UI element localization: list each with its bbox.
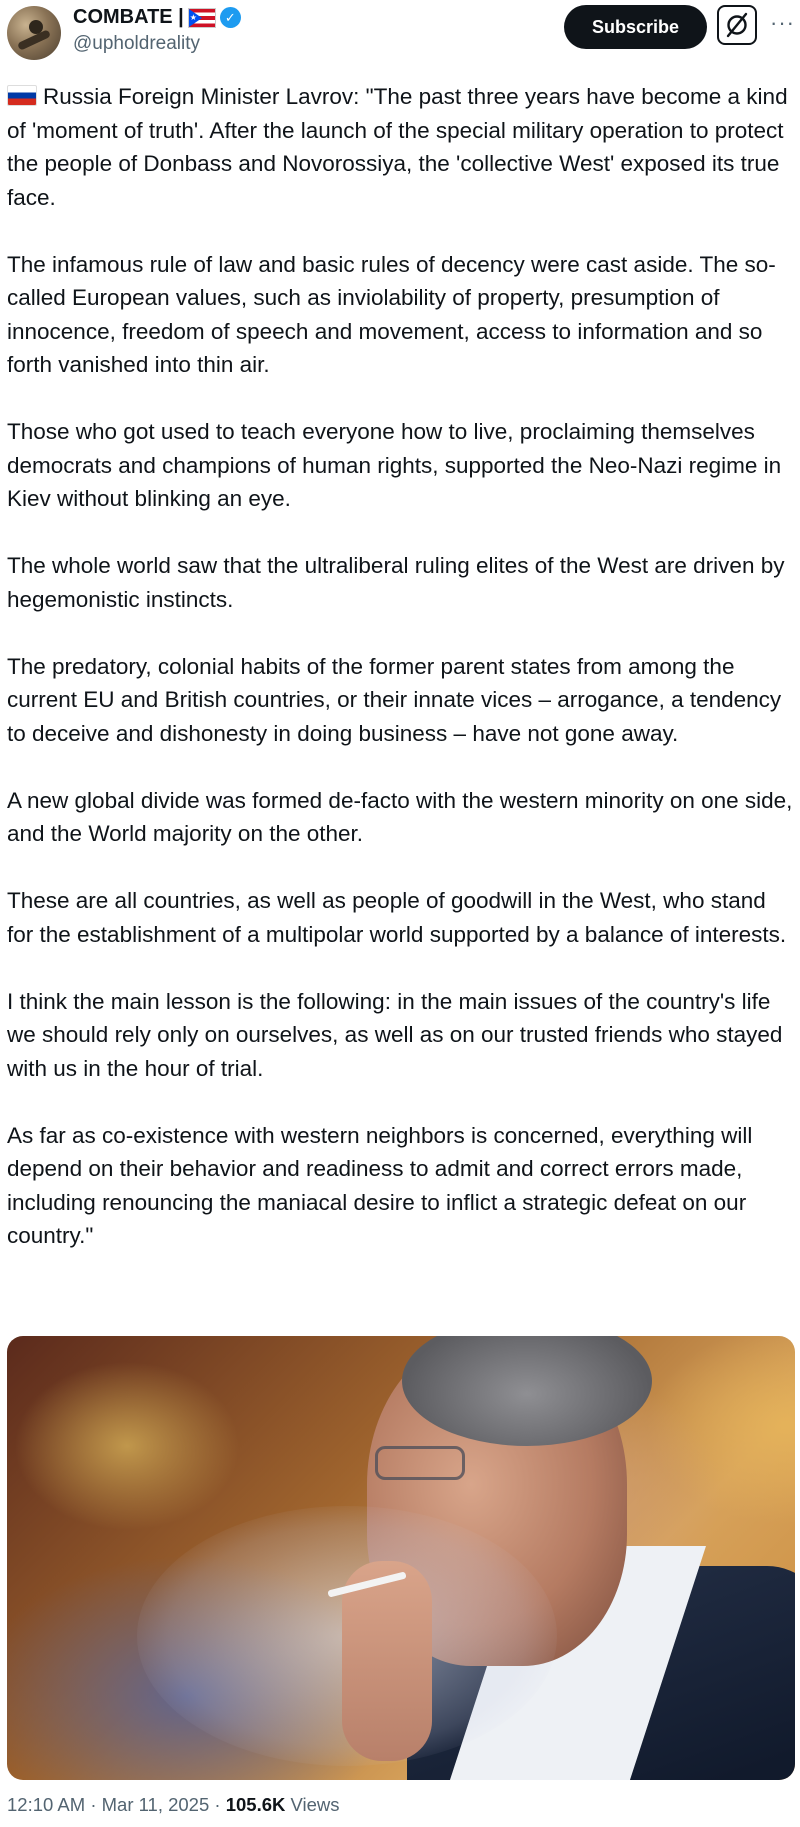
tweet-paragraph: These are all countries, as well as people of goodwill in the West, who stand for the establishment of a multipolar world supported by a balance of interests. xyxy=(7,888,787,947)
meta-separator: · xyxy=(214,1794,221,1815)
tweet-paragraph: A new global divide was formed de-facto with the western minority on one side, and the World majority on the other. xyxy=(7,787,793,846)
tweet-paragraph: As far as co-existence with western neighbors is concerned, everything will depend on their behavior and readiness to admit and correct errors made, including renouncing the maniacal desire to inflict a strategic defeat on our country." xyxy=(7,1122,753,1248)
puerto-rico-flag-icon xyxy=(188,8,216,28)
tweet-text xyxy=(7,80,795,1286)
more-options-icon[interactable]: ··· xyxy=(770,10,795,35)
tweet-header xyxy=(0,0,800,60)
tweet-meta xyxy=(7,1794,340,1816)
tweet-photo[interactable] xyxy=(7,1336,795,1780)
author-avatar[interactable] xyxy=(7,6,61,60)
views-label: Views xyxy=(290,1794,340,1815)
grok-glyph xyxy=(723,11,751,39)
photo-detail xyxy=(375,1446,465,1480)
meta-separator: · xyxy=(90,1794,97,1815)
tweet-paragraph: I think the main lesson is the following: in the main issues of the country's life we should rely only on ourselves, as well as on our trusted friends who stayed with us in the hour of trial. xyxy=(7,988,783,1081)
author-handle[interactable]: @upholdreality xyxy=(73,33,201,54)
tweet-time[interactable]: 12:10 AM xyxy=(7,1794,86,1815)
russia-flag-icon xyxy=(7,85,37,106)
tweet-paragraph: Those who got used to teach everyone how to live, proclaiming themselves democrats and champions of human rights, supported the Neo-Nazi regime in Kiev without blinking an eye. xyxy=(7,419,782,511)
author-name[interactable]: COMBATE | xyxy=(73,6,184,28)
grok-icon[interactable] xyxy=(717,5,757,45)
tweet-paragraph: The infamous rule of law and basic rules of decency were cast aside. The so-called European values, such as inviolability of property, presumption of innocence, freedom of speech and movement, access to information and so forth vanished into thin air. xyxy=(7,251,776,377)
tweet-paragraph: The whole world saw that the ultraliberal ruling elites of the West are driven by hegemonistic instincts. xyxy=(7,553,785,612)
tweet-paragraph: The predatory, colonial habits of the former parent states from among the current EU and British countries, or their innate vices – arrogance, a tendency to deceive and dishonesty in doing business – have not gone away. xyxy=(7,653,782,746)
author-name-row[interactable] xyxy=(73,6,241,29)
verified-badge-icon[interactable]: ✓ xyxy=(220,7,241,28)
avatar-detail xyxy=(29,20,43,34)
photo-detail xyxy=(342,1561,432,1761)
tweet-date[interactable]: Mar 11, 2025 xyxy=(101,1794,210,1815)
views-count[interactable]: 105.6K xyxy=(225,1794,286,1815)
tweet-paragraph xyxy=(7,80,795,214)
subscribe-button[interactable]: Subscribe xyxy=(564,5,707,49)
tweet-paragraph-text: Russia Foreign Minister Lavrov: "The past three years have become a kind of 'moment of truth'. After the launch of the special military operation to protect the people of Donbass and Novorossiya, the 'collective West' exposed its true face. xyxy=(7,84,788,210)
